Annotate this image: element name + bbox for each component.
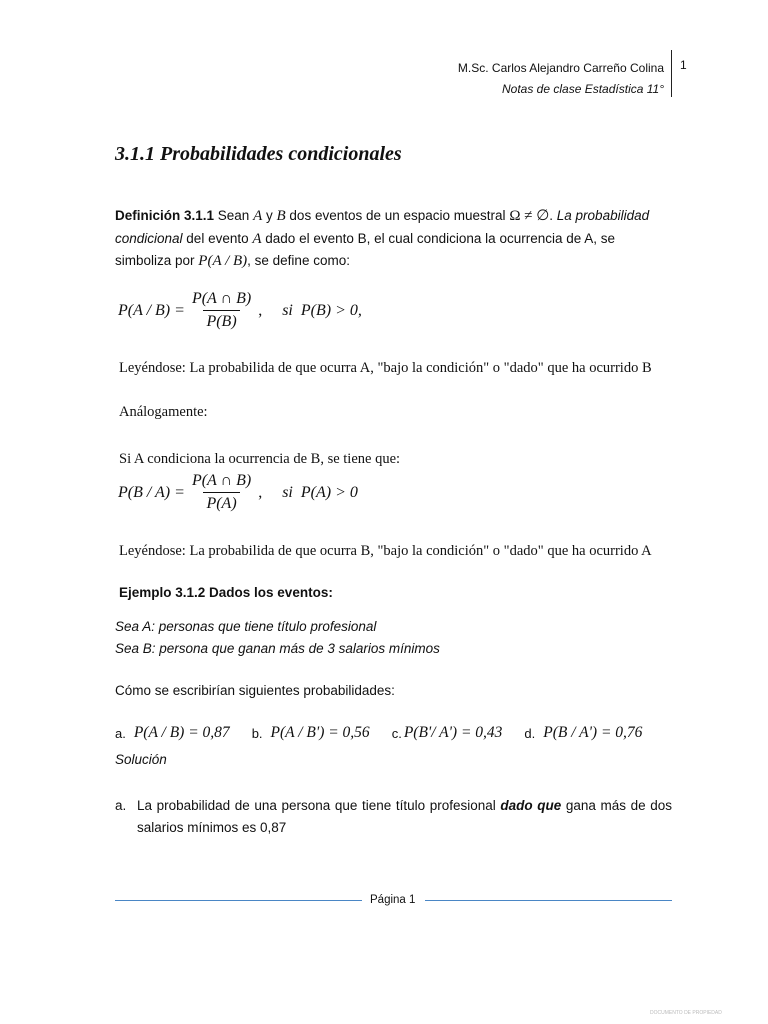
section-title: 3.1.1 Probabilidades condicionales bbox=[115, 143, 402, 165]
event-a-definition: Sea A: personas que tiene título profesional bbox=[115, 619, 377, 634]
example-question: Cómo se escribirían siguientes probabilidades: bbox=[115, 683, 395, 698]
event-b-definition: Sea B: persona que ganan más de 3 salarios mínimos bbox=[115, 641, 440, 656]
formula-fraction bbox=[189, 290, 254, 331]
solution-label: Solución bbox=[115, 752, 167, 767]
answer-a bbox=[115, 795, 675, 839]
math-a: A bbox=[252, 230, 262, 247]
definition-paragraph bbox=[115, 205, 675, 273]
page-header bbox=[458, 58, 664, 100]
item-label: a. bbox=[115, 725, 126, 741]
definition-text: y bbox=[262, 208, 277, 223]
math-omega: Ω ≠ ∅ bbox=[509, 208, 550, 224]
formula-si: si bbox=[282, 483, 293, 501]
formula-fraction bbox=[189, 472, 254, 513]
formula-lhs: P(A / B) = bbox=[118, 301, 185, 319]
answer-text bbox=[137, 795, 672, 839]
math-a: A bbox=[253, 208, 263, 224]
formula-condition: P(B) > 0, bbox=[300, 301, 362, 319]
b-conditioned-text: Si A condiciona la ocurrencia de B, se tiene que: bbox=[119, 451, 401, 467]
answer-emphasis: dado que bbox=[500, 798, 562, 813]
item-expression: P(B'/ A') = 0,43 bbox=[403, 724, 503, 741]
probability-list bbox=[115, 724, 642, 742]
formula-lhs: P(B / A) = bbox=[118, 483, 185, 501]
reading-b-given-a: Leyéndose: La probabilida de que ocurra B, "bajo la condición" o "dado" que ha ocurrido A bbox=[119, 543, 652, 559]
math-p-a-given-b: P(A / B) bbox=[198, 253, 248, 269]
formula-si: si bbox=[282, 301, 293, 319]
analogously-label: Análogamente: bbox=[119, 404, 208, 420]
formula-conditional-a-given-b bbox=[118, 290, 362, 331]
answer-text-part: La probabilidad de una persona que tiene título profesional bbox=[137, 798, 501, 813]
item-expression: P(A / B) = 0,87 bbox=[133, 724, 230, 741]
header-subtitle: Notas de clase Estadística 11° bbox=[502, 82, 664, 96]
definition-italic-term: La probabilidad condicional bbox=[115, 208, 650, 246]
fraction-numerator: P(A ∩ B) bbox=[191, 472, 252, 489]
formula-condition: P(A) > 0 bbox=[300, 483, 358, 501]
example-title: Ejemplo 3.1.2 Dados los eventos: bbox=[119, 585, 333, 600]
definition-label: Definición 3.1.1 bbox=[115, 208, 215, 223]
answer-marker: a. bbox=[115, 798, 127, 813]
math-b: B bbox=[276, 208, 286, 224]
item-expression: P(B / A') = 0,76 bbox=[543, 724, 643, 741]
formula-comma: , bbox=[258, 483, 263, 501]
definition-text: . bbox=[549, 208, 557, 223]
footer-rule-left bbox=[115, 900, 362, 901]
footer-page-label: Página 1 bbox=[370, 894, 416, 906]
fraction-numerator: P(A ∩ B) bbox=[191, 290, 252, 307]
definition-text: dos eventos de un espacio muestral bbox=[285, 208, 510, 223]
fraction-denominator: P(A) bbox=[203, 492, 239, 513]
formula-comma: , bbox=[258, 301, 263, 319]
header-author: M.Sc. Carlos Alejandro Carreño Colina bbox=[457, 61, 664, 75]
fraction-denominator: P(B) bbox=[203, 310, 239, 331]
definition-text: dado el evento B, el cual condiciona la ocurrencia de A, se simboliza por bbox=[115, 230, 616, 268]
answer-text-part: gana más de dos salarios mínimos es 0,87 bbox=[137, 798, 672, 835]
item-label: b. bbox=[251, 725, 263, 741]
definition-text: Sean bbox=[214, 208, 254, 223]
footer-rule-right bbox=[425, 900, 672, 901]
reading-a-given-b: Leyéndose: La probabilida de que ocurra A, "bajo la condición" o "dado" que ha ocurrido B bbox=[119, 360, 652, 376]
definition-text: del evento bbox=[182, 230, 253, 246]
item-label: c. bbox=[391, 725, 402, 741]
item-expression: P(A / B') = 0,56 bbox=[270, 724, 370, 741]
header-page-number: 1 bbox=[680, 58, 687, 72]
formula-conditional-b-given-a bbox=[118, 472, 358, 513]
document-stamp: DOCUMENTO DE PROPIEDAD bbox=[650, 1010, 722, 1016]
header-divider bbox=[671, 50, 672, 97]
definition-text: , se define como: bbox=[247, 253, 350, 268]
item-label: d. bbox=[524, 725, 536, 741]
